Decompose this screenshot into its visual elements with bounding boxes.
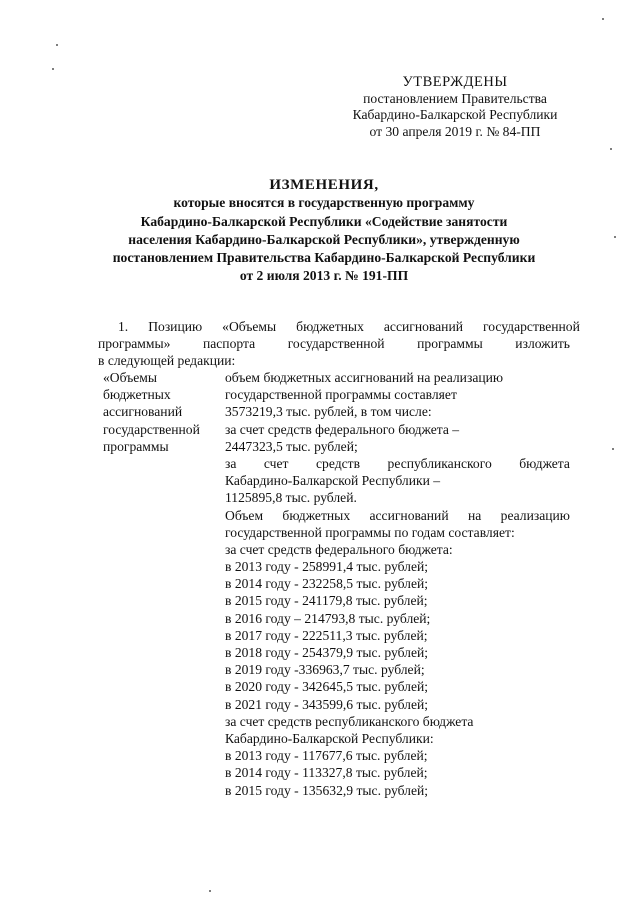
content-line: государственной программы составляет xyxy=(225,387,457,403)
word: счет xyxy=(263,455,289,471)
content-line xyxy=(225,455,570,472)
year-line: в 2016 году – 214793,8 тыс. рублей; xyxy=(225,610,431,626)
content-line: 1125895,8 тыс. рублей. xyxy=(225,490,357,506)
heading-title: ИЗМЕНЕНИЯ, xyxy=(269,177,379,193)
speck xyxy=(614,236,616,238)
heading-line: постановлением Правительства Кабардино-Балкарской Республики xyxy=(112,250,536,266)
heading-line: Кабардино-Балкарской Республики «Содействие занятости xyxy=(140,213,508,229)
word: изложить xyxy=(515,336,570,351)
word: на xyxy=(467,507,482,523)
year-line: в 2021 году - 343599,6 тыс. рублей; xyxy=(225,696,429,712)
year-line: в 2014 году - 232258,5 тыс. рублей; xyxy=(225,576,429,592)
content-line: государственной программы по годам составляет: xyxy=(225,524,515,540)
word: ассигнований xyxy=(369,507,449,523)
word: Позицию xyxy=(148,319,203,334)
heading-line: населения Кабардино-Балкарской Республики», утвержденную xyxy=(128,231,520,247)
word: программы xyxy=(417,336,483,351)
speck xyxy=(52,68,54,70)
paragraph-line xyxy=(98,335,570,352)
position-label xyxy=(103,369,218,455)
speck xyxy=(610,148,612,150)
word: программы» xyxy=(98,336,171,351)
approval-title: УТВЕРЖДЕНЫ xyxy=(402,74,508,90)
position-content xyxy=(225,369,570,799)
word: 1. xyxy=(118,319,129,334)
paragraph-line: в следующей редакции: xyxy=(98,353,236,368)
heading-line: от 2 июля 2013 г. № 191-ПП xyxy=(239,268,409,284)
label-line: «Объемы xyxy=(103,370,157,385)
paragraph-line xyxy=(98,318,580,335)
content-line: Кабардино-Балкарской Республики – xyxy=(225,473,441,489)
approval-line: постановлением Правительства xyxy=(363,90,547,106)
year-line: в 2020 году - 342645,5 тыс. рублей; xyxy=(225,679,429,695)
speck xyxy=(209,890,211,892)
content-line: за счет средств федерального бюджета: xyxy=(225,541,453,557)
year-line: в 2017 году - 222511,3 тыс. рублей; xyxy=(225,627,428,643)
approval-line: Кабардино-Балкарской Республики xyxy=(352,107,558,122)
year-line: в 2013 году - 258991,4 тыс. рублей; xyxy=(225,559,429,575)
year-line: в 2015 году - 241179,8 тыс. рублей; xyxy=(225,593,428,609)
content-line: за счет средств республиканского бюджета xyxy=(225,713,474,729)
word: паспорта xyxy=(202,336,256,351)
heading-line: которые вносятся в государственную программу xyxy=(173,195,475,211)
label-line: программы xyxy=(103,438,169,454)
word: бюджета xyxy=(519,455,570,471)
year-line: в 2019 году -336963,7 тыс. рублей; xyxy=(225,662,425,678)
label-line: бюджетных xyxy=(103,387,171,403)
word: государственной xyxy=(483,319,580,334)
word: «Объемы xyxy=(222,319,277,334)
word: ассигнований xyxy=(383,319,463,334)
year-line: в 2015 году - 135632,9 тыс. рублей; xyxy=(225,782,429,798)
speck xyxy=(602,18,604,20)
word: Объем xyxy=(225,507,264,523)
content-line: Кабардино-Балкарской Республики: xyxy=(225,730,434,746)
word: республиканского xyxy=(387,455,492,471)
word: бюджетных xyxy=(282,507,351,523)
word: за xyxy=(225,455,237,471)
content-line: за счет средств федерального бюджета – xyxy=(225,421,460,437)
intro-paragraph xyxy=(98,318,580,369)
label-line: государственной xyxy=(103,421,200,437)
year-line: в 2018 году - 254379,9 тыс. рублей; xyxy=(225,645,429,660)
document-heading xyxy=(80,176,568,286)
word: бюджетных xyxy=(296,319,364,334)
label-line: ассигнований xyxy=(103,404,183,420)
speck xyxy=(612,448,614,450)
content-line xyxy=(225,507,570,524)
word: средств xyxy=(316,455,361,471)
content-line: 3573219,3 тыс. рублей, в том числе: xyxy=(225,404,432,420)
speck xyxy=(56,44,58,46)
year-line: в 2014 году - 113327,8 тыс. рублей; xyxy=(225,765,428,781)
word: реализацию xyxy=(500,507,570,523)
approval-block xyxy=(330,74,580,140)
content-line: объем бюджетных ассигнований на реализацию xyxy=(225,370,504,385)
approval-date: от 30 апреля 2019 г. № 84-ПП xyxy=(369,123,541,139)
year-line: в 2013 году - 117677,6 тыс. рублей; xyxy=(225,748,428,764)
content-line: 2447323,5 тыс. рублей; xyxy=(225,438,358,454)
word: государственной xyxy=(287,336,385,351)
